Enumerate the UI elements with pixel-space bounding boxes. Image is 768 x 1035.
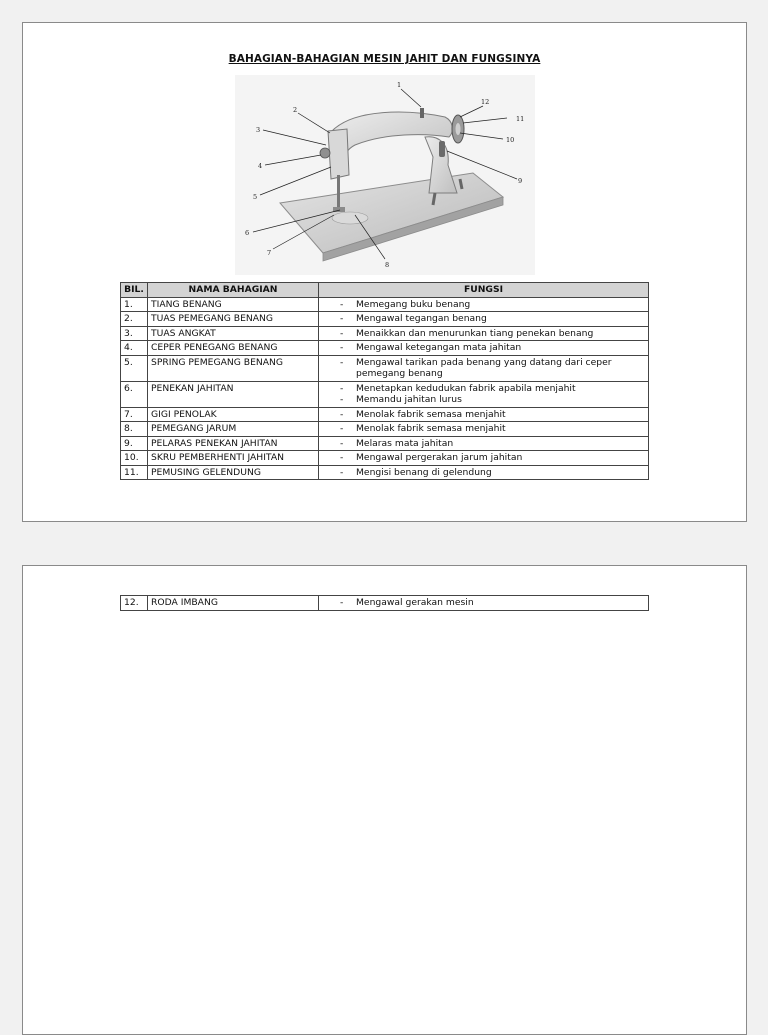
function-item: - Memegang buku benang: [340, 299, 645, 311]
part-name: TIANG BENANG: [148, 297, 319, 312]
table-row: [121, 465, 649, 480]
header-no: BIL.: [121, 283, 148, 298]
needle-bar: [337, 175, 340, 209]
row-number: 6.: [121, 381, 148, 407]
figure-label: 9: [518, 177, 523, 185]
table-row: [121, 596, 649, 611]
figure-label: 7: [267, 249, 272, 257]
part-name: TUAS PEMEGANG BENANG: [148, 312, 319, 327]
row-number: 10.: [121, 451, 148, 466]
figure-label: 6: [245, 229, 250, 237]
part-function: [319, 355, 649, 381]
table-row: [121, 451, 649, 466]
table-row: [121, 407, 649, 422]
row-number: 7.: [121, 407, 148, 422]
table-row: [121, 341, 649, 356]
header-function: FUNGSI: [319, 283, 649, 298]
function-item: - Mengawal tegangan benang: [340, 313, 645, 325]
row-number: 1.: [121, 297, 148, 312]
parts-table-continued: [120, 595, 649, 611]
part-name: SKRU PEMBERHENTI JAHITAN: [148, 451, 319, 466]
part-function: [319, 312, 649, 327]
part-function: [319, 596, 649, 611]
part-function: [319, 297, 649, 312]
spool-pin: [420, 108, 424, 118]
document-page-1: [22, 22, 747, 522]
part-name: SPRING PEMEGANG BENANG: [148, 355, 319, 381]
tension-disc: [320, 148, 330, 158]
part-name: TUAS ANGKAT: [148, 326, 319, 341]
function-item: - Menetapkan kedudukan fabrik apabila menjahit: [340, 383, 645, 395]
row-number: 5.: [121, 355, 148, 381]
table-row: [121, 422, 649, 437]
stitch-regulator: [439, 141, 445, 157]
sewing-machine-diagram: [235, 75, 535, 275]
table-row: [121, 381, 649, 407]
part-function: [319, 326, 649, 341]
machine-leg: [433, 193, 435, 205]
part-name: PENEKAN JAHITAN: [148, 381, 319, 407]
needle-plate: [332, 212, 368, 224]
part-name: PEMUSING GELENDUNG: [148, 465, 319, 480]
figure-label: 1: [397, 81, 402, 89]
function-item: - Menaikkan dan menurunkan tiang penekan benang: [340, 328, 645, 340]
table-row: [121, 312, 649, 327]
wheel-hub: [456, 123, 461, 135]
machine-head: [328, 129, 349, 179]
document-page-2: [22, 565, 747, 1035]
part-name: PEMEGANG JARUM: [148, 422, 319, 437]
figure-label: 10: [506, 136, 515, 144]
function-item: - Menolak fabrik semasa menjahit: [340, 423, 645, 435]
function-item: - Mengawal ketegangan mata jahitan: [340, 342, 645, 354]
row-number: 2.: [121, 312, 148, 327]
part-name: RODA IMBANG: [148, 596, 319, 611]
row-number: 3.: [121, 326, 148, 341]
part-function: [319, 341, 649, 356]
function-item: - Memandu jahitan lurus: [340, 394, 645, 406]
table-row: [121, 436, 649, 451]
document-title: BAHAGIAN-BAHAGIAN MESIN JAHIT DAN FUNGSINYA: [228, 53, 541, 65]
table-row: [121, 326, 649, 341]
part-name: GIGI PENOLAK: [148, 407, 319, 422]
part-function: [319, 465, 649, 480]
figure-label: 2: [293, 106, 298, 114]
figure-label: 11: [516, 115, 525, 123]
machine-leg: [460, 179, 462, 189]
figure-label: 8: [385, 261, 390, 269]
table-header-row: [121, 283, 649, 298]
table-row: [121, 355, 649, 381]
row-number: 4.: [121, 341, 148, 356]
parts-table: [120, 282, 649, 480]
row-number: 9.: [121, 436, 148, 451]
part-function: [319, 422, 649, 437]
figure-label: 12: [481, 98, 490, 106]
function-item: - Mengawal tarikan pada benang yang datang dari ceper pemegang benang: [340, 357, 645, 380]
part-name: CEPER PENEGANG BENANG: [148, 341, 319, 356]
figure-label: 4: [258, 162, 263, 170]
table-row: [121, 297, 649, 312]
function-item: - Mengawal pergerakan jarum jahitan: [340, 452, 645, 464]
row-number: 11.: [121, 465, 148, 480]
figure-label: 5: [253, 193, 258, 201]
function-item: - Mengawal gerakan mesin: [340, 597, 645, 609]
function-item: - Melaras mata jahitan: [340, 438, 645, 450]
part-function: [319, 451, 649, 466]
row-number: 8.: [121, 422, 148, 437]
function-item: - Menolak fabrik semasa menjahit: [340, 409, 645, 421]
function-item: - Mengisi benang di gelendung: [340, 467, 645, 479]
row-number: 12.: [121, 596, 148, 611]
part-name: PELARAS PENEKAN JAHITAN: [148, 436, 319, 451]
figure-label: 3: [256, 126, 261, 134]
part-function: [319, 407, 649, 422]
part-function: [319, 381, 649, 407]
part-function: [319, 436, 649, 451]
header-name: NAMA BAHAGIAN: [148, 283, 319, 298]
